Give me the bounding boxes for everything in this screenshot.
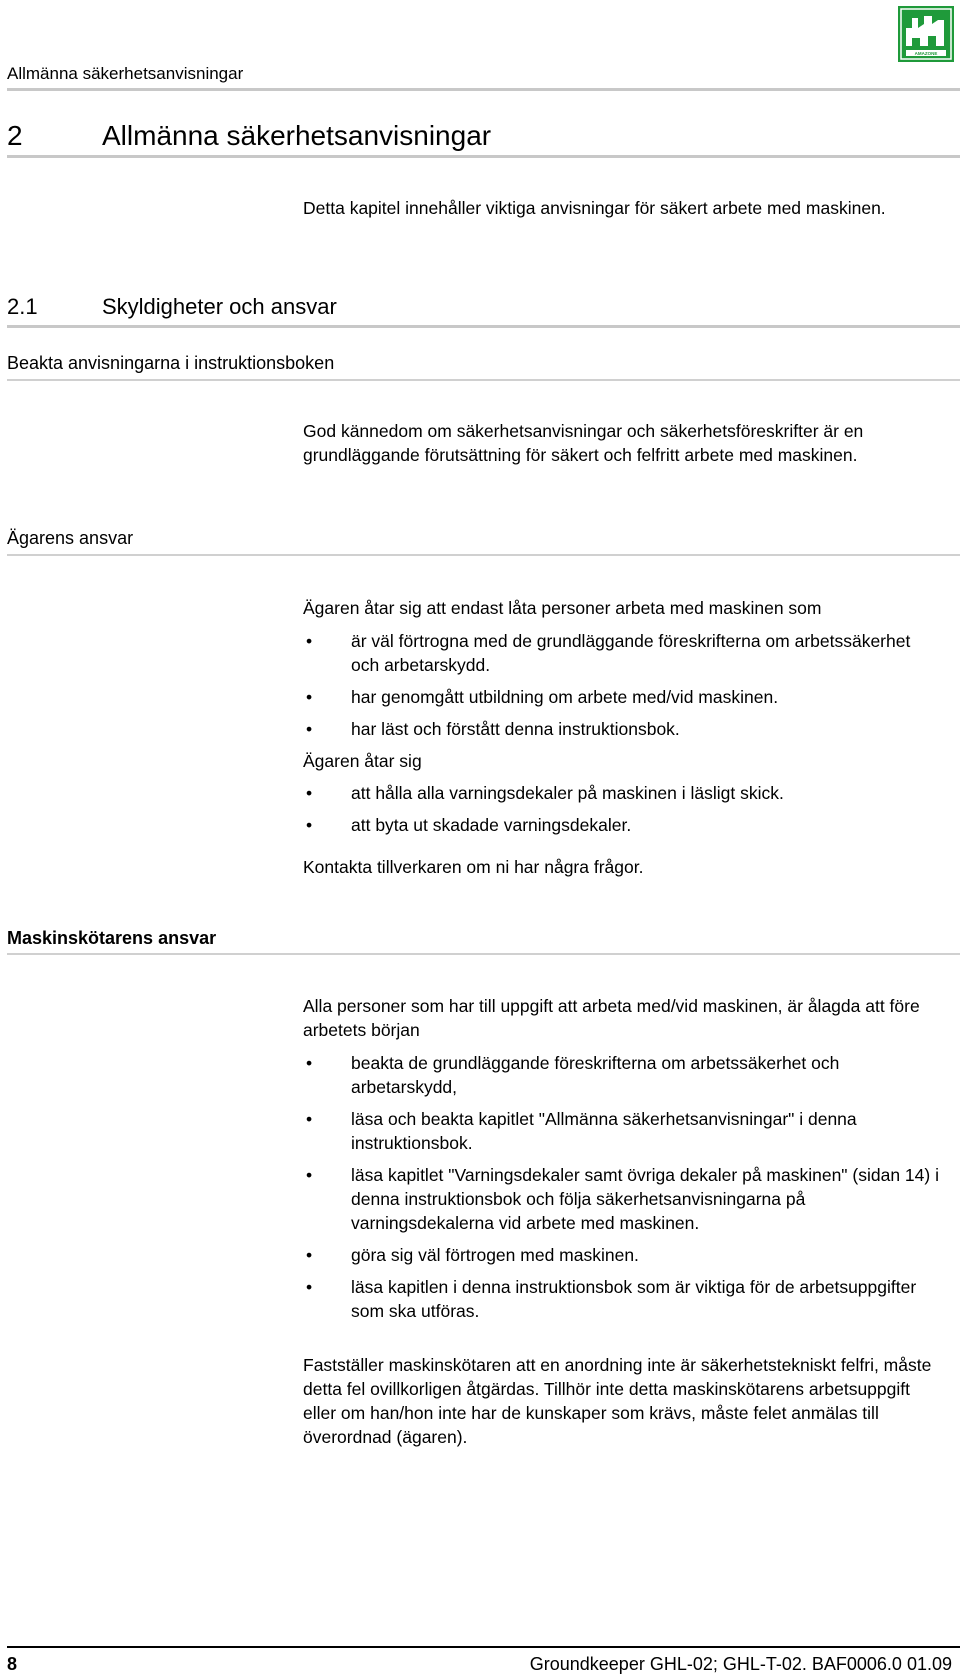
bullet-icon: •	[306, 631, 313, 651]
chapter-number: 2	[7, 120, 23, 151]
section-title: Skyldigheter och ansvar	[102, 294, 337, 319]
header-rule	[7, 88, 960, 91]
chapter-rule	[7, 155, 960, 158]
list-item: • läsa kapitlen i denna instruktionsbok som är viktiga för de arbetsuppgifter som ska utföras.	[306, 1277, 917, 1321]
list-item: • beakta de grundläggande föreskrifterna om arbetssäkerhet och arbetarskydd,	[306, 1053, 840, 1097]
subheading-rule	[7, 379, 960, 381]
operator-lead: Alla personer som har till uppgift att arbeta med/vid maskinen, är ålagda att före arbetets början	[303, 996, 920, 1040]
chapter-intro: Detta kapitel innehåller viktiga anvisningar för säkert arbete med maskinen.	[303, 198, 886, 218]
owner-lead-1: Ägaren åtar sig att endast låta personer arbeta med maskinen som	[303, 598, 822, 618]
bullet-icon: •	[306, 719, 313, 739]
list-item: • läsa och beakta kapitlet "Allmänna säkerhetsanvisningar" i denna instruktionsbok.	[306, 1109, 857, 1153]
owner-list-2	[303, 781, 943, 837]
owner-contact: Kontakta tillverkaren om ni har några frågor.	[303, 857, 644, 877]
list-item: • har läst och förstått denna instruktionsbok.	[306, 719, 680, 739]
bullet-icon: •	[306, 1277, 313, 1297]
bullet-icon: •	[306, 1109, 313, 1129]
logo-text: AMAZONE	[914, 51, 938, 56]
section-heading	[7, 294, 337, 320]
instructions-text: God kännedom om säkerhetsanvisningar och säkerhetsföreskrifter är en grundläggande förutsättning för säkert och felfritt arbete med maskinen.	[303, 421, 864, 465]
document-reference: Groundkeeper GHL-02; GHL-T-02. BAF0006.0 01.09	[529, 1654, 952, 1674]
subheading-operator: Maskinskötarens ansvar	[7, 928, 217, 948]
footer-rule	[7, 1646, 960, 1648]
operator-list	[303, 1051, 943, 1323]
list-item: • är väl förtrogna med de grundläggande föreskrifterna om arbetssäkerhet och arbetarskydd.	[306, 631, 911, 675]
bullet-icon: •	[306, 1165, 313, 1185]
owner-lead-2: Ägaren åtar sig	[303, 751, 422, 771]
list-item: • göra sig väl förtrogen med maskinen.	[306, 1245, 639, 1265]
subheading-rule	[7, 953, 960, 955]
chapter-title: Allmänna säkerhetsanvisningar	[102, 120, 492, 151]
chapter-heading	[7, 120, 491, 152]
bullet-icon: •	[306, 815, 313, 835]
subheading-owner: Ägarens ansvar	[7, 528, 134, 548]
list-item: • har genomgått utbildning om arbete med/vid maskinen.	[306, 687, 779, 707]
list-item: • att hålla alla varningsdekaler på maskinen i läsligt skick.	[306, 783, 784, 803]
amazone-logo	[898, 6, 954, 62]
owner-list-1	[303, 629, 943, 741]
bullet-icon: •	[306, 783, 313, 803]
operator-closing: Fastställer maskinskötaren att en anordning inte är säkerhetstekniskt felfri, måste detta fel ovillkorligen åtgärdas. Tillhör inte detta maskinskötarens arbetsuppgift eller om han/hon inte har de kunskaper som krävs, måste felet anmälas till överordnad (ägaren).	[303, 1355, 932, 1447]
bullet-icon: •	[306, 687, 313, 707]
operator-section	[303, 994, 943, 1449]
section-number: 2.1	[7, 294, 38, 319]
running-header: Allmänna säkerhetsanvisningar	[7, 64, 244, 83]
bullet-icon: •	[306, 1053, 313, 1073]
subheading-rule	[7, 554, 960, 556]
page-number: 8	[7, 1654, 18, 1674]
list-item: • att byta ut skadade varningsdekaler.	[306, 815, 632, 835]
list-item: • läsa kapitlet "Varningsdekaler samt övriga dekaler på maskinen" (sidan 14) i denna instruktionsbok och följa säkerhetsanvisningarna på varningsdekalerna vid arbete med maskinen.	[306, 1165, 939, 1233]
bullet-icon: •	[306, 1245, 313, 1265]
owner-section	[303, 596, 943, 879]
section-rule	[7, 325, 960, 328]
subheading-instructions: Beakta anvisningarna i instruktionsboken	[7, 353, 335, 373]
